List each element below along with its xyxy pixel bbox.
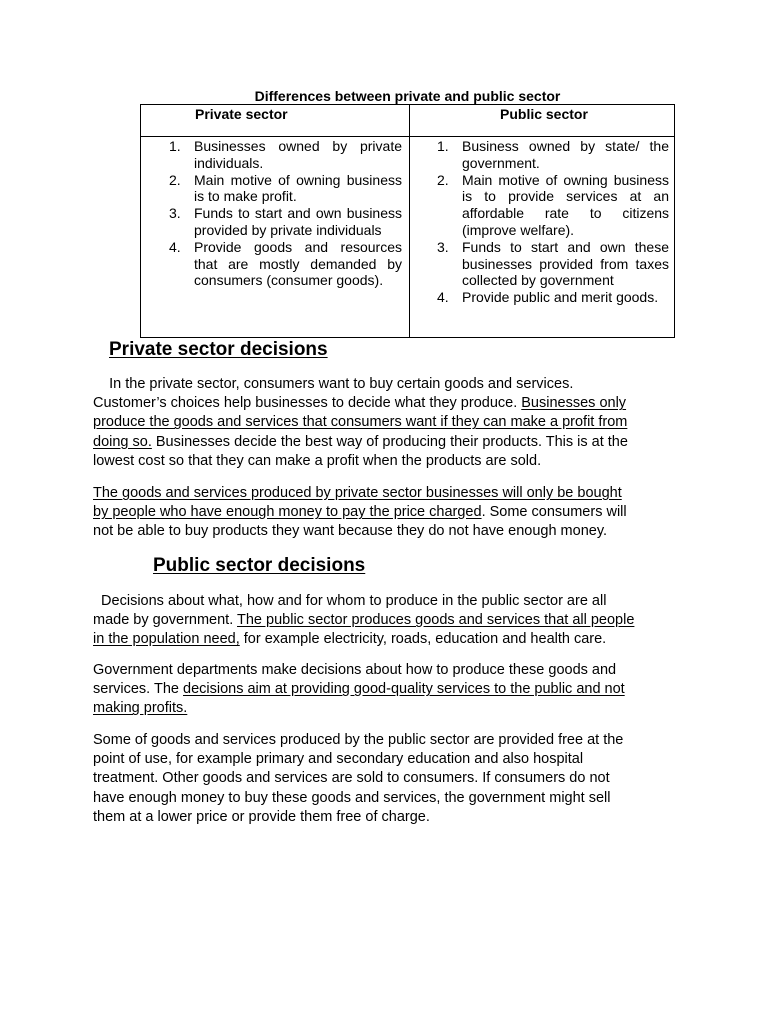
private-sector-header: Private sector [195,106,288,122]
public-paragraph-2: Government departments make decisions about how to produce these goods and services. The decisions aim at providing good-quality services to the public and not making profits. [93,662,625,717]
public-item-4: 4. Provide public and merit goods. [437,289,659,306]
public-sector-decisions-heading: Public sector decisions [153,555,366,576]
private-paragraph-1: In the private sector, consumers want to buy certain goods and services. Customer’s choices help businesses to decide what they produce. Businesses only produce the goods and services that consumers want if they can make a profit from doing so. Businesses decide the best way of producing their products. This is at the lowest cost so that they can make a profit when the products are sold. [93,376,628,469]
table-header-divider [141,136,674,137]
public-sector-list [437,138,669,306]
public-item-2: 2. Main motive of owning business is to provide services at an affordable rate to citizens (improve welfare). [437,171,670,238]
private-sector-list [169,138,402,289]
public-sector-header: Public sector [500,106,588,122]
private-item-3: 3. Funds to start and own business provided by private individuals [169,205,403,238]
table-title: Differences between private and public sector [254,88,561,104]
public-item-3: 3. Funds to start and own these businesses provided from taxes collected by government [437,238,669,289]
private-item-2: 2. Main motive of owning business is to make profit. [169,171,402,205]
private-item-1: 1. Businesses owned by private individuals. [169,138,402,171]
table-column-divider [409,105,410,337]
private-paragraph-2: The goods and services produced by private sector businesses will only be bought by people who have enough money to pay the price charged. Some consumers will not be able to buy products they want because they do not have enough money. [93,485,627,540]
comparison-table [140,104,675,338]
public-item-1: 1. Business owned by state/ the government. [437,138,669,171]
public-paragraph-3: Some of goods and services produced by the public sector are provided free at the point of use, for example primary and secondary education and also hospital treatment. Other goods and services are sold to consumers. If consumers do not have enough money to buy these goods and services, the government might sell them at a lower price or provide them free of charge. [93,732,624,825]
private-sector-decisions-heading: Private sector decisions [109,339,328,360]
public-paragraph-1: Decisions about what, how and for whom to produce in the public sector are all made by government. The public sector produces goods and services that all people in the population need, for example electricity, roads, education and health care. [93,593,635,648]
private-item-4: 4. Provide goods and resources that are mostly demanded by consumers (consumer goods). [169,238,402,289]
